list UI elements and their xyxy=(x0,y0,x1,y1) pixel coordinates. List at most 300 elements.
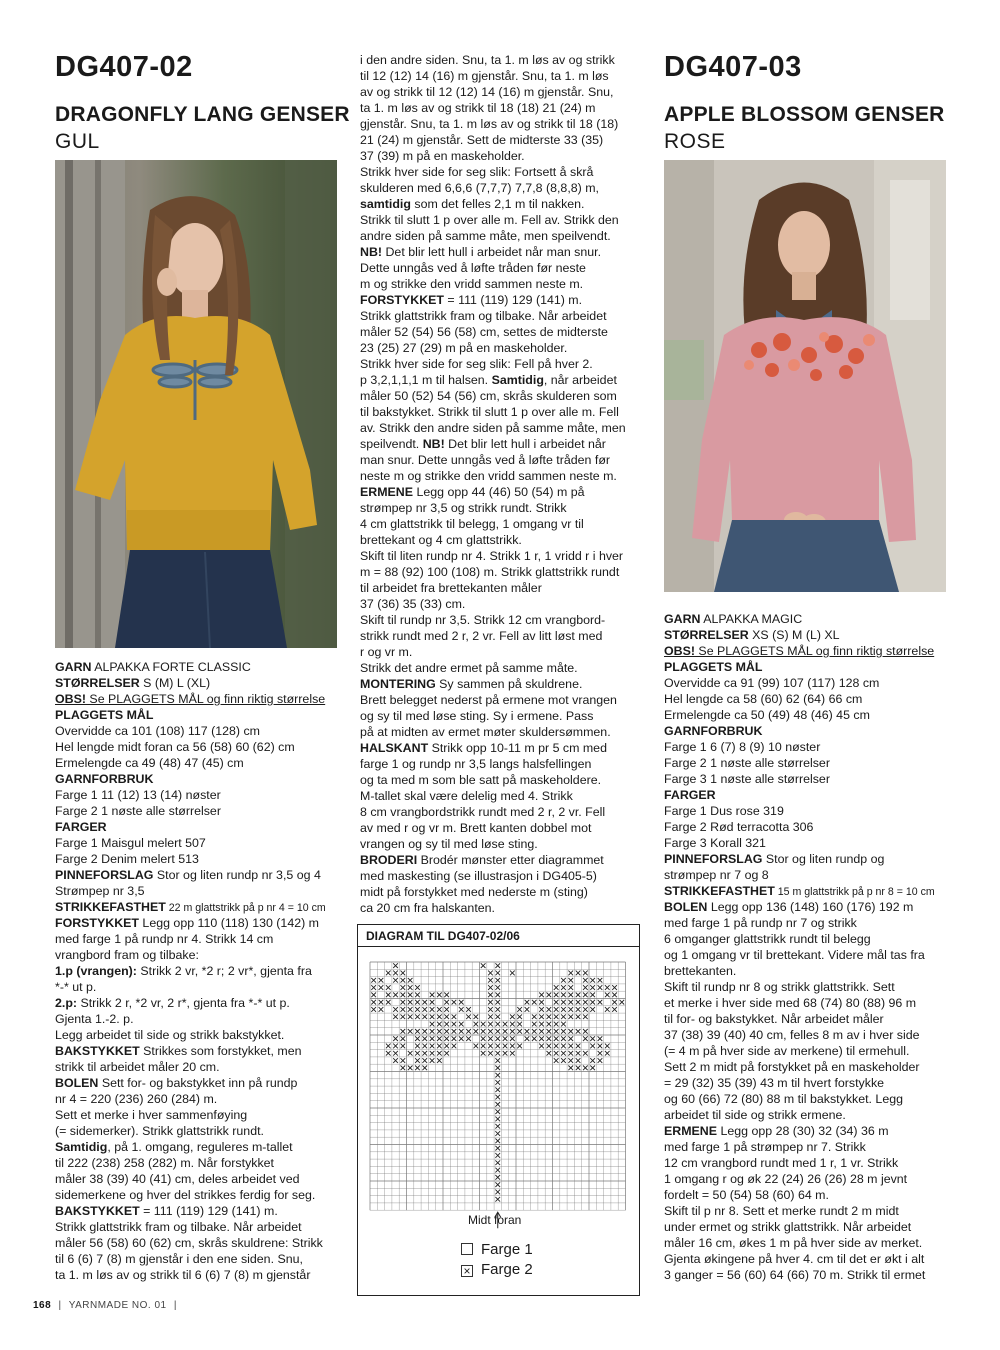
text-run: Strikk glattstrikk fram og tilbake. Når arbeidet xyxy=(360,309,607,323)
stitch-mark xyxy=(576,1066,581,1071)
stitch-mark xyxy=(481,963,486,968)
text-run: til 6 (6) 7 (8) m gjenstår i den ene siden. Snu, xyxy=(55,1252,303,1266)
pattern-subtitle-right: ROSE xyxy=(664,130,726,153)
stitch-mark xyxy=(408,1007,413,1012)
text-heading: BAKSTYKKET xyxy=(55,1204,140,1218)
stitch-mark xyxy=(495,1160,500,1165)
legend-label-color-1: Farge 1 xyxy=(481,1241,533,1258)
text-line xyxy=(55,1011,345,1027)
stitch-mark xyxy=(495,1197,500,1202)
stitch-mark xyxy=(547,1044,552,1049)
stitch-mark xyxy=(488,1029,493,1034)
text-run: 23 (25) 27 (29) m på en maskeholder. xyxy=(360,341,568,355)
text-line xyxy=(664,1027,954,1043)
text-run: 6 omganger glattstrikk rundt til belegg xyxy=(664,932,871,946)
stitch-mark xyxy=(547,1036,552,1041)
stitch-mark xyxy=(466,1007,471,1012)
text-line xyxy=(55,851,345,867)
stitch-mark xyxy=(525,1007,530,1012)
text-line xyxy=(360,692,650,708)
text-line xyxy=(360,468,650,484)
stitch-mark xyxy=(371,1007,376,1012)
text-run: måler 50 (52) 54 (56) cm, skrås skulderen som xyxy=(360,389,617,403)
text-line xyxy=(55,867,345,883)
text-line xyxy=(55,707,345,723)
stitch-mark xyxy=(598,1058,603,1063)
stitch-mark xyxy=(495,1095,500,1100)
text-line xyxy=(55,1139,345,1155)
text-line xyxy=(664,627,954,643)
stitch-mark xyxy=(605,1051,610,1056)
stitch-mark xyxy=(590,1044,595,1049)
stitch-mark xyxy=(568,1029,573,1034)
stitch-mark xyxy=(401,993,406,998)
stitch-mark xyxy=(415,1014,420,1019)
stitch-mark xyxy=(393,1051,398,1056)
text-line xyxy=(360,196,650,212)
text-line xyxy=(664,1091,954,1107)
text-line xyxy=(664,1235,954,1251)
stitch-mark xyxy=(598,985,603,990)
stitch-mark xyxy=(437,1007,442,1012)
stitch-mark xyxy=(386,985,391,990)
text-line xyxy=(360,276,650,292)
text-run: man snur. Dette unngås ved å løfte tråden før xyxy=(360,453,611,467)
text-line xyxy=(360,548,650,564)
stitch-mark xyxy=(452,1014,457,1019)
stitch-mark xyxy=(583,1066,588,1071)
text-line xyxy=(360,52,650,68)
text-run: Det blir lett hull i arbeidet når xyxy=(444,437,606,451)
text-run: farge 1 og rundp nr 3,5 langs halsfellingen xyxy=(360,757,592,771)
text-run: strømpep nr 3,5 og strikk rundt. Strikk xyxy=(360,501,567,515)
text-line xyxy=(360,628,650,644)
stitch-mark xyxy=(371,1000,376,1005)
text-line xyxy=(664,787,954,803)
text-heading: NB! xyxy=(422,437,445,451)
text-line xyxy=(360,596,650,612)
stitch-mark xyxy=(401,1044,406,1049)
stitch-mark xyxy=(612,993,617,998)
text-line xyxy=(664,1251,954,1267)
stitch-mark xyxy=(459,1036,464,1041)
text-run: til 222 (238) 258 (282) m. Når forstykket xyxy=(55,1156,274,1170)
text-run: Legg arbeidet til side og strikk bakstykket. xyxy=(55,1028,285,1042)
stitch-mark xyxy=(430,1044,435,1049)
text-run: Farge 1 11 (12) 13 (14) nøster xyxy=(55,788,221,802)
stitch-mark xyxy=(517,1029,522,1034)
stitch-mark xyxy=(532,1022,537,1027)
text-line xyxy=(360,676,650,692)
text-line xyxy=(360,516,650,532)
stitch-mark xyxy=(510,1022,515,1027)
text-line xyxy=(664,611,954,627)
stitch-mark xyxy=(401,1000,406,1005)
stitch-mark xyxy=(590,1066,595,1071)
text-heading: PLAGGETS MÅL xyxy=(664,660,763,674)
footer-separator: | xyxy=(58,1300,62,1311)
page-footer xyxy=(33,1300,177,1311)
pattern-instructions-left xyxy=(55,659,345,1283)
text-line xyxy=(360,180,650,196)
text-run: måler 52 (54) 56 (58) cm, settes de midterste xyxy=(360,325,608,339)
text-run: måler 56 (58) 60 (62) cm, skrås skuldrene: Strikk xyxy=(55,1236,323,1250)
text-line xyxy=(360,836,650,852)
stitch-mark xyxy=(488,971,493,976)
stitch-mark xyxy=(488,993,493,998)
stitch-mark xyxy=(430,1036,435,1041)
text-heading: samtidig xyxy=(360,197,411,211)
stitch-mark xyxy=(488,1000,493,1005)
text-run: vrangen og sy til med løse sting. xyxy=(360,837,538,851)
stitch-mark xyxy=(561,1014,566,1019)
text-heading: STRIKKEFASTHET xyxy=(664,884,775,898)
text-run: Farge 1 6 (7) 8 (9) 10 nøster xyxy=(664,740,821,754)
stitch-mark xyxy=(568,993,573,998)
stitch-mark xyxy=(415,1007,420,1012)
text-run: Stor og liten rundp og xyxy=(762,852,885,866)
legend-color-1 xyxy=(461,1241,533,1258)
stitch-mark xyxy=(430,1007,435,1012)
stitch-mark xyxy=(583,1007,588,1012)
text-heading: HALSKANT xyxy=(360,741,429,755)
stitch-mark xyxy=(590,993,595,998)
text-line xyxy=(55,1091,345,1107)
text-line xyxy=(664,691,954,707)
text-run: , når arbeidet xyxy=(543,373,617,387)
text-line xyxy=(55,835,345,851)
stitch-mark xyxy=(379,985,384,990)
stitch-mark xyxy=(430,1051,435,1056)
stitch-mark xyxy=(495,1131,500,1136)
text-run: Farge 2 Denim melert 513 xyxy=(55,852,199,866)
stitch-mark xyxy=(495,1168,500,1173)
text-run: måler 38 (39) 40 (41) cm, deles arbeidet ved xyxy=(55,1172,300,1186)
text-run: fordelt = 50 (54) 58 (60) 64 m. xyxy=(664,1188,829,1202)
text-line xyxy=(55,1267,345,1283)
model-photo-yellow-sweater xyxy=(55,160,337,648)
stitch-mark xyxy=(554,1007,559,1012)
stitch-mark xyxy=(583,978,588,983)
text-run: Strikk til slutt 1 p over alle m. Fell av. Strikk den xyxy=(360,213,619,227)
stitch-mark xyxy=(517,1007,522,1012)
text-line xyxy=(360,84,650,100)
stitch-mark xyxy=(495,971,500,976)
stitch-mark xyxy=(444,993,449,998)
stitch-mark xyxy=(408,1051,413,1056)
stitch-mark xyxy=(495,1007,500,1012)
stitch-mark xyxy=(444,1000,449,1005)
text-line xyxy=(664,931,954,947)
text-run: Strikkes som forstykket, men xyxy=(139,1044,302,1058)
text-run: brettekant og 4 cm glattstrikk. xyxy=(360,533,522,547)
text-heading: Samtidig xyxy=(55,1140,108,1154)
stitch-mark xyxy=(495,1036,500,1041)
stitch-mark xyxy=(503,1051,508,1056)
text-line xyxy=(360,292,650,308)
text-line xyxy=(55,1043,345,1059)
text-run: 21 (24) m gjenstår. Sett de midterste 33 (35) xyxy=(360,133,604,147)
stitch-mark xyxy=(605,1044,610,1049)
text-line xyxy=(360,260,650,276)
stitch-mark xyxy=(474,1044,479,1049)
stitch-mark xyxy=(576,1000,581,1005)
text-run: med maskesting (se illustrasjon i DG405-5) xyxy=(360,869,597,883)
stitch-mark xyxy=(430,1014,435,1019)
stitch-mark xyxy=(386,1044,391,1049)
text-run: r og vr m. xyxy=(360,645,413,659)
text-line xyxy=(360,436,650,452)
stitch-mark xyxy=(452,1036,457,1041)
stitch-mark xyxy=(474,1029,479,1034)
stitch-mark xyxy=(583,1051,588,1056)
text-run: Se PLAGGETS MÅL og finn riktig størrelse xyxy=(85,692,326,706)
stitch-mark xyxy=(474,1022,479,1027)
stitch-mark xyxy=(401,985,406,990)
text-line xyxy=(360,804,650,820)
text-line xyxy=(55,739,345,755)
text-line xyxy=(55,979,345,995)
stitch-mark xyxy=(510,1029,515,1034)
text-heading: NB! xyxy=(360,245,383,259)
text-line xyxy=(55,931,345,947)
stitch-mark xyxy=(495,1051,500,1056)
stitch-mark xyxy=(408,1029,413,1034)
text-line xyxy=(55,803,345,819)
diagram-title: DIAGRAM TIL DG407-02/06 xyxy=(366,929,520,943)
text-heading: FORSTYKKET xyxy=(360,293,444,307)
stitch-mark xyxy=(401,1058,406,1063)
text-run: (= sidemerker). Strikk glattstrikk rundt. xyxy=(55,1124,264,1138)
model-photo-pink-sweater xyxy=(664,160,946,592)
stitch-mark xyxy=(415,1058,420,1063)
text-run: strikk til arbeidet måler 20 cm. xyxy=(55,1060,220,1074)
text-line xyxy=(360,532,650,548)
stitch-mark xyxy=(532,1029,537,1034)
text-line xyxy=(664,979,954,995)
text-line xyxy=(664,1267,954,1283)
text-run: 37 (39) m på en maskeholder. xyxy=(360,149,525,163)
stitch-mark xyxy=(554,1022,559,1027)
text-line xyxy=(360,452,650,468)
text-run: til bakstykket. Strikk til slutt 1 p over alle m. Fell xyxy=(360,405,619,419)
text-run: måler 16 cm, økes 1 m på hver side av merket. xyxy=(664,1236,923,1250)
stitch-mark xyxy=(547,1029,552,1034)
stitch-mark xyxy=(495,985,500,990)
stitch-mark xyxy=(532,1000,537,1005)
text-heading: STØRRELSER xyxy=(664,628,749,642)
stitch-mark xyxy=(495,978,500,983)
text-line xyxy=(360,756,650,772)
text-run: gjenstår. Snu, ta 1. m løs av og strikk til 18 (18) xyxy=(360,117,619,131)
stitch-mark xyxy=(539,1000,544,1005)
stitch-mark xyxy=(444,1044,449,1049)
stitch-mark xyxy=(422,1044,427,1049)
stitch-mark xyxy=(466,1014,471,1019)
text-heading: GARNFORBRUK xyxy=(664,724,763,738)
stitch-mark xyxy=(598,978,603,983)
text-heading: FARGER xyxy=(664,788,716,802)
stitch-mark xyxy=(452,1022,457,1027)
stitch-mark xyxy=(590,1058,595,1063)
text-line xyxy=(360,740,650,756)
text-run: Strømpep nr 3,5 xyxy=(55,884,145,898)
stitch-mark xyxy=(568,1051,573,1056)
stitch-mark xyxy=(590,1000,595,1005)
text-run: som det felles 2,1 m til nakken. xyxy=(410,197,585,211)
stitch-mark xyxy=(539,1036,544,1041)
stitch-mark xyxy=(576,1058,581,1063)
text-run: neste m og strikke den vridd sammen neste m. xyxy=(360,469,617,483)
stitch-mark xyxy=(554,993,559,998)
stitch-mark xyxy=(583,1014,588,1019)
text-run: Legg opp 44 (46) 50 (54) m på xyxy=(413,485,585,499)
stitch-mark xyxy=(539,1007,544,1012)
stitch-mark xyxy=(495,1175,500,1180)
text-line xyxy=(55,1219,345,1235)
stitch-mark xyxy=(430,1058,435,1063)
stitch-mark xyxy=(437,1036,442,1041)
text-run: ALPAKKA MAGIC xyxy=(700,612,803,626)
text-heading: BOLEN xyxy=(664,900,708,914)
stitch-mark xyxy=(576,971,581,976)
text-run: = 111 (119) 129 (141) m. xyxy=(443,293,583,307)
stitch-mark xyxy=(561,985,566,990)
stitch-mark xyxy=(495,1066,500,1071)
stitch-mark xyxy=(510,971,515,976)
text-line xyxy=(360,612,650,628)
stitch-mark xyxy=(495,1000,500,1005)
text-run: *-* ut p. xyxy=(55,980,97,994)
text-line xyxy=(664,739,954,755)
stitch-mark xyxy=(495,1029,500,1034)
stitch-mark xyxy=(393,1058,398,1063)
text-line xyxy=(360,788,650,804)
stitch-mark xyxy=(539,1044,544,1049)
text-run: andre siden på samme måte, men speilvendt. xyxy=(360,229,611,243)
text-line xyxy=(664,755,954,771)
stitch-mark xyxy=(488,1007,493,1012)
text-run: speilvendt. xyxy=(360,437,423,451)
stitch-mark xyxy=(495,963,500,968)
text-run: til arbeidet fra brettekanten måler xyxy=(360,581,542,595)
text-run: Brett belegget nederst på ermene mot vrangen xyxy=(360,693,617,707)
text-run: og 1 omgang vr til brettekant. Videre mål tas fra xyxy=(664,948,925,962)
text-run: Farge 3 1 nøste alle størrelser xyxy=(664,772,830,786)
stitch-mark xyxy=(444,1014,449,1019)
stitch-mark xyxy=(495,1022,500,1027)
text-line xyxy=(55,1251,345,1267)
stitch-mark xyxy=(583,1029,588,1034)
stitch-mark xyxy=(393,963,398,968)
stitch-mark xyxy=(488,1036,493,1041)
stitch-mark xyxy=(561,1007,566,1012)
text-line xyxy=(664,707,954,723)
stitch-mark xyxy=(510,1051,515,1056)
stitch-mark xyxy=(488,978,493,983)
stitch-mark xyxy=(598,1000,603,1005)
text-line xyxy=(360,324,650,340)
stitch-mark xyxy=(583,985,588,990)
text-line xyxy=(664,1171,954,1187)
text-run: Strikk 2 vr, *2 r; 2 vr*, gjenta fra xyxy=(136,964,312,978)
text-run: Skift til liten rundp nr 4. Strikk 1 r, 1 vridd r i hver xyxy=(360,549,624,563)
stitch-mark xyxy=(415,1000,420,1005)
stitch-mark xyxy=(525,1036,530,1041)
text-run: under ermet og strikk glattstrikk. Når arbeidet xyxy=(664,1220,912,1234)
stitch-mark xyxy=(422,1000,427,1005)
text-run: Farge 1 Dus rose 319 xyxy=(664,804,784,818)
text-run: ta 1. m løs av og strikk til 18 (18) 21 (24) m xyxy=(360,101,596,115)
stitch-mark xyxy=(401,1036,406,1041)
stitch-mark xyxy=(466,1036,471,1041)
stitch-mark xyxy=(459,1007,464,1012)
stitch-mark xyxy=(590,985,595,990)
text-line xyxy=(360,900,650,916)
text-heading: PLAGGETS MÅL xyxy=(55,708,154,722)
stitch-mark xyxy=(598,1051,603,1056)
text-line xyxy=(664,1075,954,1091)
stitch-mark xyxy=(408,993,413,998)
text-line xyxy=(55,1075,345,1091)
stitch-mark xyxy=(488,985,493,990)
text-run: Farge 2 1 nøste alle størrelser xyxy=(664,756,830,770)
text-line xyxy=(360,228,650,244)
text-line xyxy=(360,68,650,84)
text-run: med farge 1 på strømpep nr 7. Strikk xyxy=(664,1140,866,1154)
text-run: Farge 1 Maisgul melert 507 xyxy=(55,836,206,850)
text-run: Farge 2 1 nøste alle størrelser xyxy=(55,804,221,818)
pattern-title-left: DRAGONFLY LANG GENSER xyxy=(55,103,350,126)
text-run: Strikk det andre ermet på samme måte. xyxy=(360,661,578,675)
text-line xyxy=(360,564,650,580)
stitch-mark xyxy=(401,1014,406,1019)
stitch-mark xyxy=(561,1000,566,1005)
stitch-mark xyxy=(503,1022,508,1027)
stitch-mark xyxy=(568,1066,573,1071)
legend-label-color-2: Farge 2 xyxy=(481,1261,533,1278)
stitch-mark xyxy=(510,1014,515,1019)
stitch-mark xyxy=(561,1022,566,1027)
stitch-mark xyxy=(576,1007,581,1012)
stitch-mark xyxy=(495,1073,500,1078)
text-heading: OBS! xyxy=(55,692,86,706)
text-run: Sy sammen på skuldrene. xyxy=(435,677,583,691)
text-line xyxy=(664,803,954,819)
text-line xyxy=(360,852,650,868)
text-line xyxy=(360,420,650,436)
text-run: Stor og liten rundp nr 3,5 og 4 xyxy=(153,868,321,882)
text-line xyxy=(360,340,650,356)
stitch-mark xyxy=(452,1044,457,1049)
stitch-mark xyxy=(525,1000,530,1005)
stitch-mark xyxy=(408,985,413,990)
stitch-mark xyxy=(554,1044,559,1049)
text-line xyxy=(55,963,345,979)
text-line xyxy=(55,675,345,691)
stitch-mark xyxy=(474,1014,479,1019)
text-line xyxy=(360,356,650,372)
text-run: Ermelengde ca 49 (48) 47 (45) cm xyxy=(55,756,244,770)
text-heading: STØRRELSER xyxy=(55,676,140,690)
text-run: 15 m glattstrikk på p nr 8 = 10 cm xyxy=(774,886,935,898)
text-line xyxy=(664,1123,954,1139)
text-line xyxy=(55,1027,345,1043)
text-run: og ta med m som ble satt på maskeholdere. xyxy=(360,773,602,787)
text-line xyxy=(664,963,954,979)
text-line xyxy=(360,868,650,884)
stitch-mark xyxy=(495,1153,500,1158)
